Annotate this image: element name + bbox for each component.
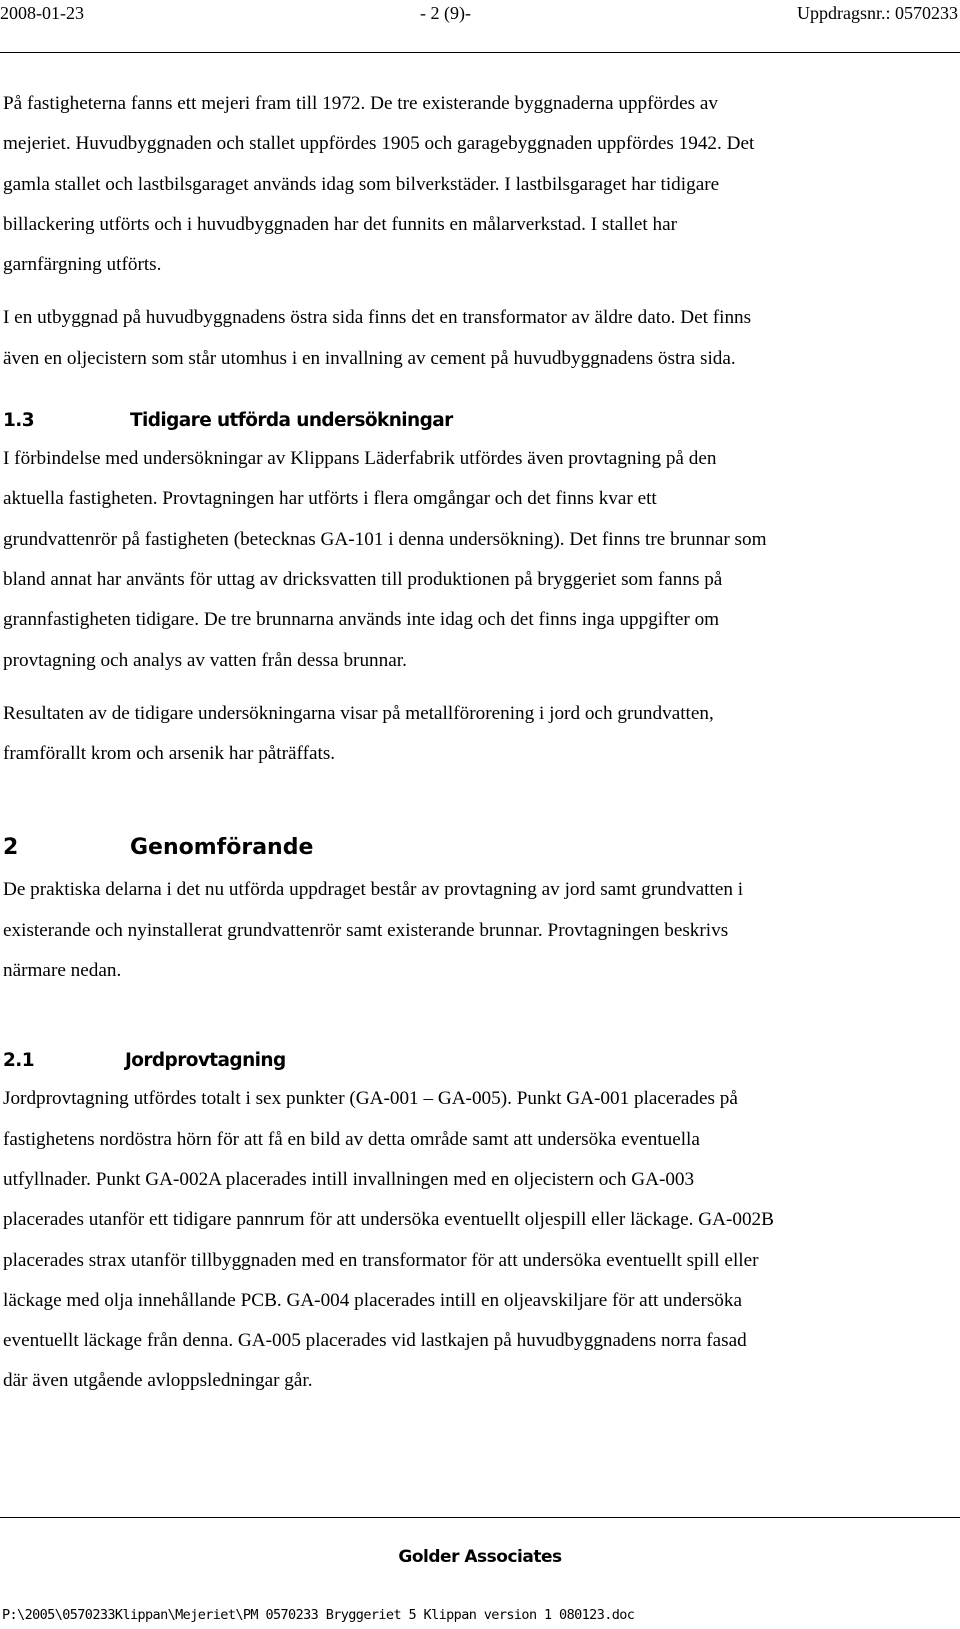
text-line: placerades strax utanför tillbyggnaden med en transformator för att undersöka eventuellt spill eller bbox=[3, 1249, 759, 1271]
section-number: 2 bbox=[3, 835, 19, 861]
text-line: aktuella fastigheten. Provtagningen har utförts i flera omgångar och det finns kvar ett bbox=[3, 488, 657, 510]
assignment-number: Uppdragsnr.: 0570233 bbox=[797, 3, 958, 23]
company-name: Golder Associates bbox=[398, 1547, 562, 1567]
section-title: Genomförande bbox=[130, 835, 314, 861]
text-line: I en utbyggnad på huvudbyggnadens östra sida finns det en transformator av äldre dato. Det finns bbox=[3, 307, 752, 329]
text-line: De praktiska delarna i det nu utförda uppdraget består av provtagning av jord samt grundvatten i bbox=[3, 879, 744, 901]
text-line: Jordprovtagning utfördes totalt i sex punkter (GA-001 – GA-005). Punkt GA-001 placerades på bbox=[3, 1088, 738, 1110]
text-line: även en oljecistern som står utomhus i en invallning av cement på huvudbyggnadens östra sida. bbox=[3, 347, 736, 369]
text-line: där även utgående avloppsledningar går. bbox=[3, 1370, 313, 1392]
text-line: placerades utanför ett tidigare pannrum för att undersöka eventuellt oljespill eller läckage. GA-002B bbox=[3, 1209, 774, 1231]
section-title: Jordprovtagning bbox=[125, 1050, 286, 1072]
footer-divider bbox=[0, 1517, 960, 1518]
text-line: fastighetens nordöstra hörn för att få en bild av detta område samt att undersöka eventuella bbox=[3, 1128, 700, 1150]
text-line: existerande och nyinstallerat grundvattenrör samt existerande brunnar. Provtagningen beskrivs bbox=[3, 919, 729, 941]
paragraph-history bbox=[3, 84, 921, 285]
text-line: framförallt krom och arsenik har påträffats. bbox=[3, 743, 336, 765]
page-header bbox=[0, 0, 960, 52]
text-line: läckage med olja innehållande PCB. GA-004 placerades intill en oljeavskiljare för att undersöka bbox=[3, 1289, 743, 1311]
document-date: 2008-01-23 bbox=[0, 3, 84, 23]
document-body bbox=[3, 84, 921, 1402]
section-title: Tidigare utförda undersökningar bbox=[130, 410, 453, 432]
text-line: provtagning och analys av vatten från dessa brunnar. bbox=[3, 649, 407, 671]
text-line: bland annat har använts för uttag av dricksvatten till produktionen på bryggeriet som fanns på bbox=[3, 568, 723, 590]
text-line: Resultaten av de tidigare undersökningarna visar på metallförorening i jord och grundvatten, bbox=[3, 702, 714, 724]
text-line: I förbindelse med undersökningar av Klippans Läderfabrik utfördes även provtagning på den bbox=[3, 448, 717, 470]
text-line: billackering utförts och i huvudbyggnaden har det funnits en målarverkstad. I stallet har bbox=[3, 213, 678, 235]
paragraph-execution bbox=[3, 870, 921, 991]
text-line: mejeriet. Huvudbyggnaden och stallet uppfördes 1905 och garagebyggnaden uppfördes 1942. Det bbox=[3, 133, 755, 155]
section-heading-1-3 bbox=[3, 403, 921, 439]
text-line: närmare nedan. bbox=[3, 960, 122, 982]
text-line: grannfastigheten tidigare. De tre brunnarna används inte idag och det finns inga uppgifter om bbox=[3, 609, 720, 631]
section-number: 1.3 bbox=[3, 410, 34, 432]
paragraph-results bbox=[3, 694, 921, 775]
file-path: P:\2005\0570233Klippan\Mejeriet\PM 0570233 Bryggeriet 5 Klippan version 1 080123.doc bbox=[2, 1607, 635, 1623]
text-line: utfyllnader. Punkt GA-002A placerades intill invallningen med en oljecistern och GA-003 bbox=[3, 1168, 695, 1190]
header-divider bbox=[0, 52, 960, 53]
text-line: garnfärgning utförts. bbox=[3, 254, 162, 276]
text-line: grundvattenrör på fastigheten (betecknas GA-101 i denna undersökning). Det finns tre brunnar som bbox=[3, 528, 767, 550]
page-number: - 2 (9)- bbox=[420, 3, 471, 23]
section-number: 2.1 bbox=[3, 1050, 34, 1072]
paragraph-transformer bbox=[3, 298, 921, 379]
paragraph-soil-sampling bbox=[3, 1079, 921, 1401]
section-heading-2 bbox=[3, 826, 921, 870]
section-heading-2-1 bbox=[3, 1043, 921, 1079]
paragraph-previous-investigations bbox=[3, 439, 921, 681]
text-line: gamla stallet och lastbilsgaraget används idag som bilverkstäder. I lastbilsgaraget har tidigare bbox=[3, 173, 720, 195]
text-line: På fastigheterna fanns ett mejeri fram till 1972. De tre existerande byggnaderna uppfördes av bbox=[3, 93, 719, 114]
text-line: eventuellt läckage från denna. GA-005 placerades vid lastkajen på huvudbyggnadens norra fasad bbox=[3, 1330, 747, 1352]
